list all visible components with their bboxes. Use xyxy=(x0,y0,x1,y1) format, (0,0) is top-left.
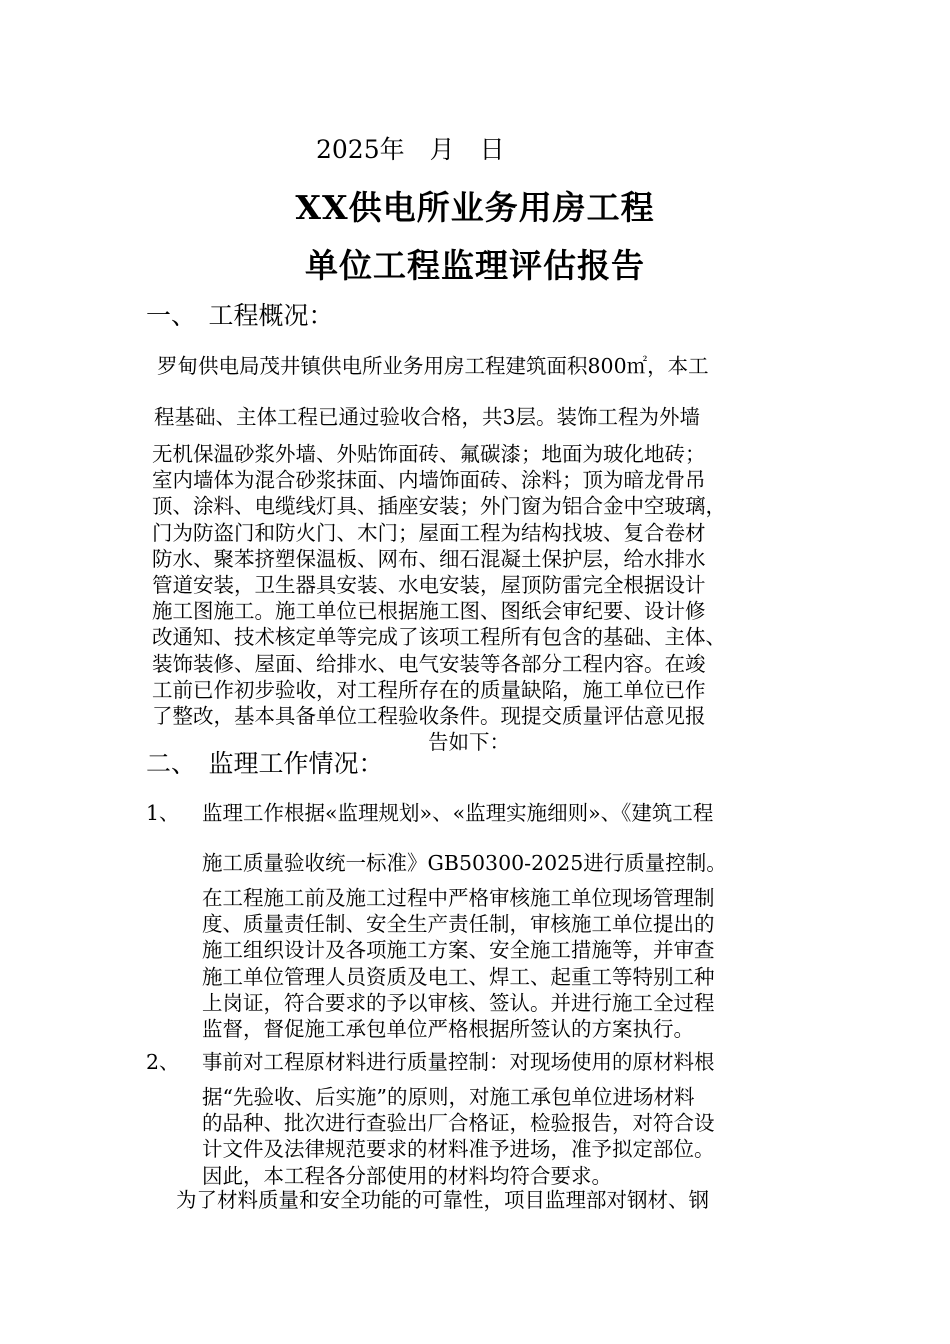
section1-line: 门为防盗门和防火门、木门；屋面工程为结构找坡、复合卷材 xyxy=(152,520,706,545)
item2-paragraph xyxy=(202,1084,715,1189)
report-title-line2: 单位工程监理评估报告 xyxy=(305,246,645,285)
section1-line: 施工图施工。施工单位已根据施工图、图纸会审纪要、设计修 xyxy=(152,599,706,624)
item1-line: 监理工作根据«监理规划»、«监理实施细则»、《建筑工程 xyxy=(202,801,714,825)
section1-paragraph xyxy=(152,441,726,755)
section1-line: 罗甸供电局茂井镇供电所业务用房工程建筑面积800㎡，本工 xyxy=(157,354,709,378)
item2-marker: 2、 xyxy=(146,1050,180,1074)
section1-line: 室内墙体为混合砂浆抹面、内墙饰面砖、涂料；顶为暗龙骨吊 xyxy=(152,468,706,493)
item2-line: 事前对工程原材料进行质量控制：对现场使用的原材料根 xyxy=(202,1050,715,1074)
section2-heading: 二、 监理工作情况： xyxy=(146,749,384,778)
section1-line: 工前已作初步验收，对工程所存在的质量缺陷，施工单位已作 xyxy=(152,677,706,702)
section1-line: 装饰装修、屋面、给排水、电气安装等各部分工程内容。在竣 xyxy=(152,651,706,676)
item2-line: 据“先验收、后实施”的原则，对施工承包单位进场材料 xyxy=(202,1085,695,1109)
item1-line: 在工程施工前及施工过程中严格审核施工单位现场管理制 xyxy=(202,886,715,910)
item2-line: 的品种、批次进行查验出厂合格证，检验报告，对符合设 xyxy=(202,1111,715,1136)
section1-line: 程基础、主体工程已通过验收合格，共3层。装饰工程为外墙 xyxy=(154,405,701,429)
item2-line: 因此，本工程各分部使用的材料均符合要求。 xyxy=(202,1163,612,1188)
item1-line: 施工单位管理人员资质及电工、焊工、起重工等特别工种 xyxy=(202,964,715,989)
item1-line: 施工质量验收统一标准》GB50300-2025进行质量控制。 xyxy=(202,851,727,875)
section1-line: 了整改，基本具备单位工程验收条件。现提交质量评估意见报 xyxy=(152,704,706,729)
section1-line: 告如下： xyxy=(428,730,510,755)
section1-line: 管道安装，卫生器具安装、水电安装，屋顶防雷完全根据设计 xyxy=(152,573,706,598)
report-title-line1: XX供电所业务用房工程 xyxy=(295,188,655,227)
item1-line: 度、质量责任制、安全生产责任制，审核施工单位提出的 xyxy=(202,912,715,937)
item1-paragraph xyxy=(202,885,715,1042)
item1-line: 监督，督促施工承包单位严格根据所签认的方案执行。 xyxy=(202,1017,694,1042)
item2-line: 计文件及法律规范要求的材料准予进场，准予拟定部位。 xyxy=(202,1137,715,1162)
item1-line: 施工组织设计及各项施工方案、安全施工措施等，并审查 xyxy=(202,938,715,963)
report-date: 2025年 月 日 xyxy=(316,135,505,164)
section1-heading: 一、 工程概况： xyxy=(146,301,334,330)
trailing-line: 为了材料质量和安全功能的可靠性，项目监理部对钢材、钢 xyxy=(176,1188,709,1212)
item1-marker: 1、 xyxy=(146,801,180,825)
section1-line: 无机保温砂浆外墙、外贴饰面砖、氟碳漆；地面为玻化地砖； xyxy=(152,442,706,466)
section1-line: 防水、聚苯挤塑保温板、网布、细石混凝土保护层，给水排水 xyxy=(152,546,706,571)
section1-line: 改通知、技术核定单等完成了该项工程所有包含的基础、主体、 xyxy=(152,625,726,650)
item1-line: 上岗证，符合要求的予以审核、签认。并进行施工全过程 xyxy=(202,990,715,1015)
section1-line: 顶、涂料、电缆线灯具、插座安装；外门窗为铝合金中空玻璃， xyxy=(152,494,726,519)
